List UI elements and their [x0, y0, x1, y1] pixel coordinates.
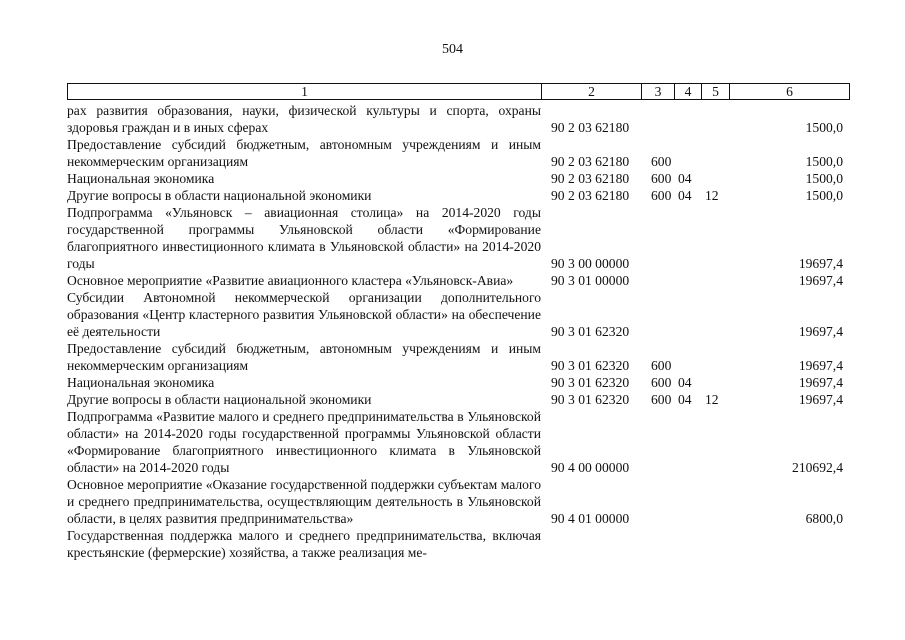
row-target-code: 90 4 01 00000	[551, 511, 630, 526]
row-amount: 19697,4	[798, 392, 843, 407]
table-row	[67, 340, 849, 374]
table-row	[67, 204, 849, 272]
row-col-3: 600	[651, 188, 672, 203]
row-col-5	[701, 102, 729, 136]
row-col-5	[701, 374, 729, 391]
table-row	[67, 408, 849, 476]
row-col-4: 04	[678, 375, 692, 390]
table-row	[67, 170, 849, 187]
column-header-6: 6	[730, 84, 850, 100]
budget-table	[67, 102, 849, 561]
table-row	[67, 527, 849, 561]
row-amount: 19697,4	[798, 324, 843, 339]
row-col-3: 600	[651, 154, 672, 169]
row-description: Подпрограмма «Ульяновск – авиационная столица» на 2014-2020 годы государственной программы Ульяновской области «Формирование благоприятного инвестиционного климата в Ульяновской области» на 2014-2020 годы	[67, 205, 541, 271]
column-header-2: 2	[542, 84, 642, 100]
row-col-4	[674, 102, 701, 136]
row-description: Основное мероприятие «Развитие авиационного кластера «Ульяновск-Авиа»	[67, 273, 514, 288]
row-target-code: 90 3 01 62320	[551, 358, 630, 373]
row-col-4	[674, 408, 701, 476]
row-target-code: 90 2 03 62180	[551, 171, 630, 186]
row-amount	[729, 527, 849, 561]
row-amount: 1500,0	[805, 171, 843, 186]
row-col-5	[701, 170, 729, 187]
column-header-1: 1	[68, 84, 542, 100]
row-col-4	[674, 289, 701, 340]
page-number: 504	[442, 42, 463, 57]
table-row	[67, 391, 849, 408]
table-row	[67, 272, 849, 289]
column-header-4: 4	[675, 84, 702, 100]
row-description: Основное мероприятие «Оказание государственной поддержки субъектам малого и среднего предпринимательства, осуществляющим деятельность в Ульяновской области, в целях развития предпринимательства»	[67, 477, 541, 526]
row-amount: 19697,4	[798, 273, 843, 288]
row-description: Национальная экономика	[67, 375, 215, 390]
row-description: рах развития образования, науки, физической культуры и спорта, охраны здоровья граждан и в иных сферах	[67, 103, 541, 135]
row-target-code: 90 3 01 62320	[551, 324, 630, 339]
row-col-5	[701, 136, 729, 170]
row-amount: 1500,0	[805, 120, 843, 135]
row-description: Другие вопросы в области национальной экономики	[67, 188, 372, 203]
table-row	[67, 476, 849, 527]
row-amount: 19697,4	[798, 256, 843, 271]
row-amount: 19697,4	[798, 375, 843, 390]
row-target-code: 90 4 00 00000	[551, 460, 630, 475]
row-col-3: 600	[651, 375, 672, 390]
column-header-3: 3	[642, 84, 675, 100]
row-col-4	[674, 527, 701, 561]
row-col-3: 600	[651, 171, 672, 186]
row-col-5	[701, 204, 729, 272]
row-col-3	[641, 289, 674, 340]
row-target-code: 90 3 01 00000	[551, 273, 630, 288]
row-col-4	[674, 272, 701, 289]
table-row	[67, 187, 849, 204]
row-description: Государственная поддержка малого и среднего предпринимательства, включая крестьянские (фермерские) хозяйства, а также реализация ме-	[67, 528, 541, 560]
row-amount: 6800,0	[805, 511, 843, 526]
row-col-4: 04	[678, 171, 692, 186]
row-description: Предоставление субсидий бюджетным, автономным учреждениям и иным некоммерческим организациям	[67, 341, 541, 373]
table-row	[67, 374, 849, 391]
table-row	[67, 136, 849, 170]
row-target-code: 90 2 03 62180	[551, 154, 630, 169]
column-header-5: 5	[702, 84, 730, 100]
row-col-3	[641, 476, 674, 527]
row-description: Подпрограмма «Развитие малого и среднего предпринимательства в Ульяновской области» на 2014-2020 годы государственной программы Ульяновской области «Формирование благоприятного инвестиционного климата в Ульяновской области» на 2014-2020 годы	[67, 409, 541, 475]
table-row	[67, 289, 849, 340]
row-target-code: 90 2 03 62180	[551, 120, 630, 135]
row-col-5	[701, 408, 729, 476]
row-col-3	[641, 408, 674, 476]
row-col-5	[701, 476, 729, 527]
row-target-code: 90 3 01 62320	[551, 375, 630, 390]
row-description: Другие вопросы в области национальной экономики	[67, 392, 372, 407]
row-col-3	[641, 527, 674, 561]
row-col-4	[674, 204, 701, 272]
row-col-5	[701, 289, 729, 340]
row-target-code: 90 3 00 00000	[551, 256, 630, 271]
row-col-3: 600	[651, 392, 672, 407]
row-col-4	[674, 476, 701, 527]
row-description: Национальная экономика	[67, 171, 215, 186]
row-target-code	[541, 527, 641, 561]
column-header-row	[68, 84, 850, 100]
row-col-3	[641, 272, 674, 289]
row-col-4	[674, 340, 701, 374]
column-header-table	[67, 83, 850, 100]
row-amount: 19697,4	[798, 358, 843, 373]
row-col-3	[641, 102, 674, 136]
row-col-4	[674, 136, 701, 170]
row-target-code: 90 3 01 62320	[551, 392, 630, 407]
row-col-5	[701, 527, 729, 561]
row-amount: 1500,0	[805, 154, 843, 169]
row-col-5	[701, 272, 729, 289]
row-target-code: 90 2 03 62180	[551, 188, 630, 203]
row-col-5	[701, 340, 729, 374]
row-col-5: 12	[705, 392, 719, 407]
row-description: Субсидии Автономной некоммерческой организации дополнительного образования «Центр кластерного развития Ульяновской области» на обеспечение её деятельности	[67, 290, 541, 339]
row-amount: 210692,4	[792, 460, 843, 475]
row-description: Предоставление субсидий бюджетным, автономным учреждениям и иным некоммерческим организациям	[67, 137, 541, 169]
row-col-4: 04	[678, 392, 692, 407]
row-col-3: 600	[651, 358, 672, 373]
row-col-5: 12	[705, 188, 719, 203]
row-col-3	[641, 204, 674, 272]
row-amount: 1500,0	[805, 188, 843, 203]
table-row	[67, 102, 849, 136]
row-col-4: 04	[678, 188, 692, 203]
